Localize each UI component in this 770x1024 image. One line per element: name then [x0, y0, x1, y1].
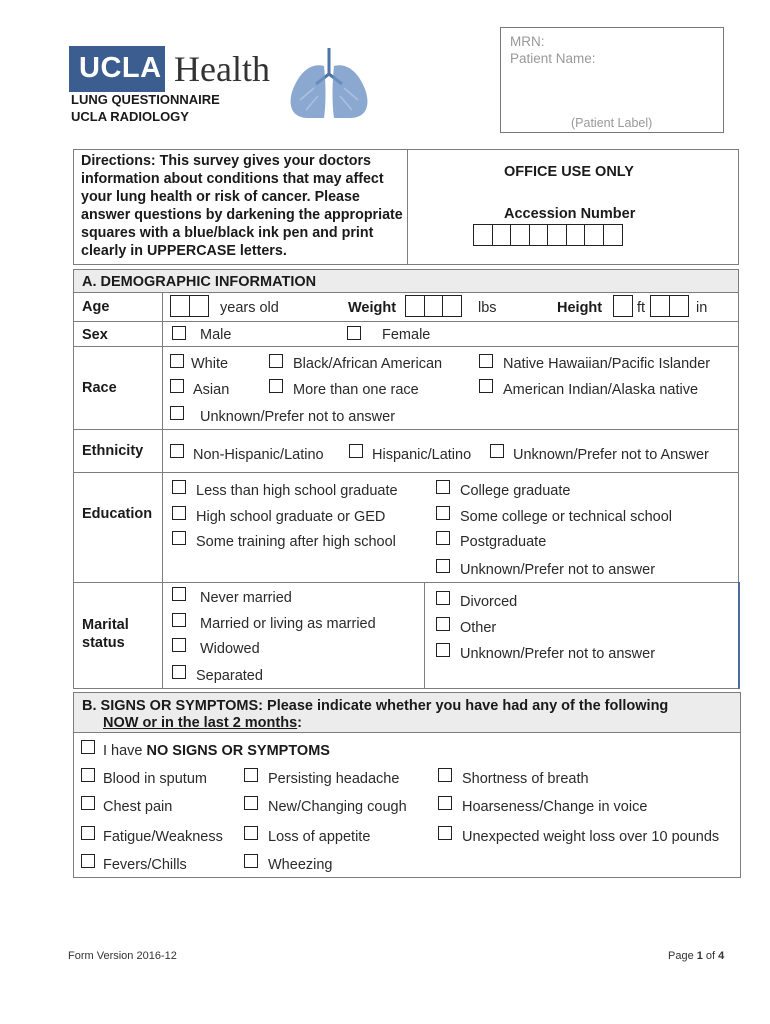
- edu-hs-ged-checkbox[interactable]: [172, 506, 186, 520]
- age-unit: years old: [220, 300, 279, 316]
- no-symptoms-label: [103, 743, 330, 759]
- ethnicity-hispanic-label: Hispanic/Latino: [372, 447, 472, 463]
- race-white-checkbox[interactable]: [170, 354, 184, 368]
- section-a-title: A. DEMOGRAPHIC INFORMATION: [82, 274, 317, 290]
- symptom-chest-pain-checkbox[interactable]: [81, 796, 95, 810]
- section-b-title-line1: B. SIGNS OR SYMPTOMS: Please indicate whether you have had any of the following: [82, 698, 669, 714]
- marital-never-checkbox[interactable]: [172, 587, 186, 601]
- marital-unknown-checkbox[interactable]: [436, 643, 450, 657]
- marital-label-line2: status: [82, 635, 125, 651]
- logo-health-text: Health: [174, 49, 270, 89]
- lung-illustration: [280, 44, 378, 120]
- questionnaire-title: LUNG QUESTIONNAIRE: [71, 92, 220, 107]
- marital-unknown-label: Unknown/Prefer not to answer: [460, 646, 656, 662]
- logo-ucla-text: UCLA: [79, 52, 162, 84]
- age-label: Age: [82, 299, 110, 315]
- race-asian-checkbox[interactable]: [170, 379, 184, 393]
- marital-married-label: Married or living as married: [200, 616, 376, 632]
- weight-label: Weight: [348, 300, 397, 316]
- edu-postgraduate-checkbox[interactable]: [436, 531, 450, 545]
- symptom-weight-loss-checkbox[interactable]: [438, 826, 452, 840]
- edu-college-grad-label: College graduate: [460, 483, 571, 499]
- symptom-fatigue-label: Fatigue/Weakness: [103, 829, 223, 845]
- race-hawaiian-checkbox[interactable]: [479, 354, 493, 368]
- symptom-headache-label: Persisting headache: [268, 771, 400, 787]
- marital-label-line1: Marital: [82, 617, 129, 633]
- mrn-label: MRN:: [510, 34, 545, 49]
- symptom-fatigue-checkbox[interactable]: [81, 826, 95, 840]
- race-american-indian-label: American Indian/Alaska native: [503, 382, 699, 398]
- race-unknown-label: Unknown/Prefer not to answer: [200, 409, 396, 425]
- symptom-shortness-breath-label: Shortness of breath: [462, 771, 589, 787]
- ethnicity-label: Ethnicity: [82, 443, 144, 459]
- symptom-weight-loss-label: Unexpected weight loss over 10 pounds: [462, 829, 720, 845]
- section-b-title-line2: [103, 715, 302, 731]
- page-total: 4: [718, 950, 725, 962]
- page-number: [668, 950, 724, 962]
- no-symptoms-prefix: I have: [103, 743, 147, 759]
- height-in-input[interactable]: [650, 295, 687, 317]
- office-use-title: OFFICE USE ONLY: [504, 164, 634, 180]
- race-multiple-checkbox[interactable]: [269, 379, 283, 393]
- race-american-indian-checkbox[interactable]: [479, 379, 493, 393]
- sex-female-label: Female: [382, 327, 431, 343]
- education-label: Education: [82, 506, 153, 522]
- symptom-appetite-label: Loss of appetite: [268, 829, 371, 845]
- edu-unknown-checkbox[interactable]: [436, 559, 450, 573]
- sex-label: Sex: [82, 327, 108, 343]
- symptom-appetite-checkbox[interactable]: [244, 826, 258, 840]
- age-input[interactable]: [170, 295, 207, 317]
- page-current: 1: [696, 950, 703, 962]
- ethnicity-hispanic-checkbox[interactable]: [349, 444, 363, 458]
- height-ft-input[interactable]: [613, 295, 632, 317]
- page-of: of: [702, 950, 719, 962]
- ethnicity-nonhispanic-label: Non-Hispanic/Latino: [193, 447, 324, 463]
- symptom-blood-sputum-label: Blood in sputum: [103, 771, 207, 787]
- ethnicity-nonhispanic-checkbox[interactable]: [170, 444, 184, 458]
- symptom-headache-checkbox[interactable]: [244, 768, 258, 782]
- marital-other-label: Other: [460, 620, 497, 636]
- race-black-checkbox[interactable]: [269, 354, 283, 368]
- edu-less-hs-checkbox[interactable]: [172, 480, 186, 494]
- symptom-cough-checkbox[interactable]: [244, 796, 258, 810]
- symptom-fevers-label: Fevers/Chills: [103, 857, 187, 873]
- symptom-hoarseness-label: Hoarseness/Change in voice: [462, 799, 648, 815]
- edu-some-college-label: Some college or technical school: [460, 509, 672, 525]
- sex-female-checkbox[interactable]: [347, 326, 361, 340]
- marital-separated-checkbox[interactable]: [172, 665, 186, 679]
- marital-divorced-label: Divorced: [460, 594, 518, 610]
- patient-label-hint: (Patient Label): [571, 116, 653, 130]
- weight-input[interactable]: [405, 295, 461, 317]
- ethnicity-unknown-label: Unknown/Prefer not to Answer: [513, 447, 709, 463]
- marital-divorced-checkbox[interactable]: [436, 591, 450, 605]
- race-unknown-checkbox[interactable]: [170, 406, 184, 420]
- page-prefix: Page: [668, 950, 697, 962]
- height-label: Height: [557, 300, 603, 316]
- symptom-shortness-breath-checkbox[interactable]: [438, 768, 452, 782]
- symptom-blood-sputum-checkbox[interactable]: [81, 768, 95, 782]
- symptom-hoarseness-checkbox[interactable]: [438, 796, 452, 810]
- accession-number-input[interactable]: [473, 224, 621, 246]
- directions-text: Directions: This survey gives your doctors information about conditions that may affect your lung health or risk of cancer. Please answer questions by darkening the appropriate squares with a blue/black ink pen and print clearly in UPPERCASE letters.: [81, 153, 403, 259]
- edu-postgraduate-label: Postgraduate: [460, 534, 547, 550]
- symptom-fevers-checkbox[interactable]: [81, 854, 95, 868]
- sex-male-checkbox[interactable]: [172, 326, 186, 340]
- race-multiple-label: More than one race: [293, 382, 419, 398]
- department-name: UCLA RADIOLOGY: [71, 109, 189, 124]
- ucla-logo: [69, 46, 165, 92]
- edu-some-training-label: Some training after high school: [196, 534, 396, 550]
- edu-college-grad-checkbox[interactable]: [436, 480, 450, 494]
- weight-unit: lbs: [478, 300, 497, 316]
- marital-married-checkbox[interactable]: [172, 613, 186, 627]
- height-in-unit: in: [696, 300, 708, 316]
- section-b-timeframe: NOW or in the last 2 months: [103, 715, 298, 731]
- marital-other-checkbox[interactable]: [436, 617, 450, 631]
- sex-male-label: Male: [200, 327, 232, 343]
- height-ft-unit: ft: [637, 300, 646, 316]
- patient-name-label: Patient Name:: [510, 51, 596, 66]
- ethnicity-unknown-checkbox[interactable]: [490, 444, 504, 458]
- race-asian-label: Asian: [193, 382, 230, 398]
- no-symptoms-bold: NO SIGNS OR SYMPTOMS: [146, 743, 330, 759]
- marital-never-label: Never married: [200, 590, 292, 606]
- marital-widowed-checkbox[interactable]: [172, 638, 186, 652]
- race-label: Race: [82, 380, 117, 396]
- section-b-title-colon: :: [297, 715, 302, 731]
- edu-some-college-checkbox[interactable]: [436, 506, 450, 520]
- race-black-label: Black/African American: [293, 356, 443, 372]
- edu-some-training-checkbox[interactable]: [172, 531, 186, 545]
- edu-unknown-label: Unknown/Prefer not to answer: [460, 562, 656, 578]
- symptom-chest-pain-label: Chest pain: [103, 799, 173, 815]
- edu-hs-ged-label: High school graduate or GED: [196, 509, 386, 525]
- race-white-label: White: [191, 356, 229, 372]
- form-version: Form Version 2016-12: [68, 950, 177, 962]
- patient-label-box: [500, 27, 724, 133]
- marital-separated-label: Separated: [196, 668, 263, 684]
- no-symptoms-checkbox[interactable]: [81, 740, 95, 754]
- edu-less-hs-label: Less than high school graduate: [196, 483, 398, 499]
- symptom-cough-label: New/Changing cough: [268, 799, 407, 815]
- race-hawaiian-label: Native Hawaiian/Pacific Islander: [503, 356, 711, 372]
- marital-widowed-label: Widowed: [200, 641, 260, 657]
- symptom-wheezing-checkbox[interactable]: [244, 854, 258, 868]
- accession-label: Accession Number: [504, 206, 636, 222]
- symptom-wheezing-label: Wheezing: [268, 857, 333, 873]
